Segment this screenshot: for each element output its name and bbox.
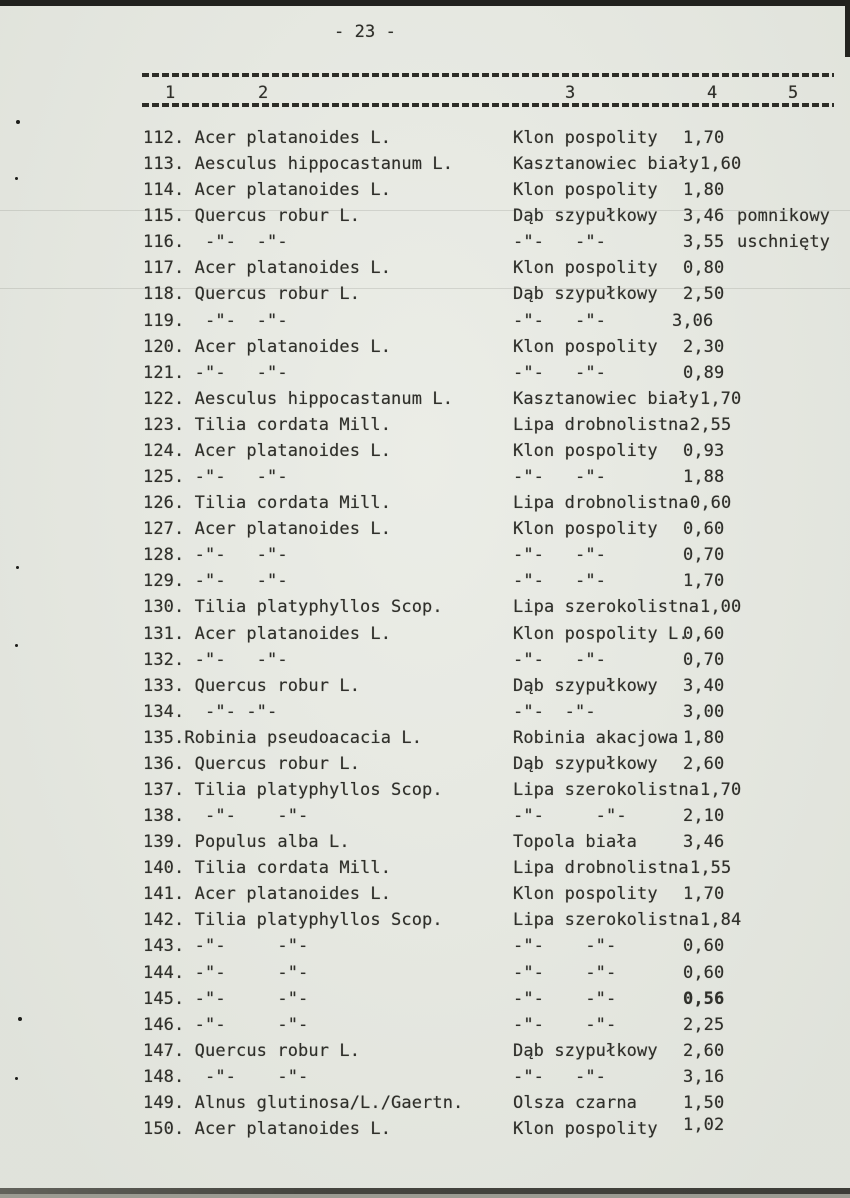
- table-row: [0, 206, 850, 230]
- row-number-and-latin-name: 137. Tilia platyphyllos Scop.: [143, 780, 443, 800]
- column-header-2: 2: [258, 83, 269, 103]
- row-number-and-latin-name: 118. Quercus robur L.: [143, 284, 361, 305]
- column-header-4: 4: [707, 83, 718, 103]
- table-row: [0, 415, 850, 439]
- diameter-value: 1,80: [683, 180, 725, 201]
- diameter-value: 3,00: [683, 701, 725, 722]
- table-row: [0, 936, 850, 960]
- row-number-and-latin-name: 129. -"- -"-: [143, 571, 288, 592]
- table-row: [0, 858, 850, 882]
- diameter-value: 1,70: [683, 884, 725, 905]
- polish-common-name: -"- -"-: [513, 1014, 617, 1035]
- polish-common-name: Dąb szypułkowy: [513, 284, 658, 305]
- polish-common-name: Lipa drobnolistna: [513, 493, 689, 514]
- diameter-value: 1,70: [683, 571, 725, 592]
- row-number-and-latin-name: 123. Tilia cordata Mill.: [143, 414, 392, 435]
- polish-common-name: -"- -"-: [513, 362, 607, 383]
- diameter-value: 1,70: [683, 128, 725, 148]
- polish-common-name: Klon pospolity: [513, 884, 658, 905]
- polish-common-name: -"- -"-: [513, 571, 607, 592]
- scan-edge-top: [0, 0, 850, 6]
- diameter-value: 3,16: [683, 1066, 725, 1087]
- table-row: [0, 702, 850, 726]
- row-number-and-latin-name: 119. -"- -"-: [143, 310, 288, 331]
- diameter-value: 0,70: [683, 545, 725, 566]
- row-number-and-latin-name: 128. -"- -"-: [143, 545, 288, 566]
- diameter-value: 1,70: [700, 780, 742, 800]
- table-row: [0, 1093, 850, 1117]
- diameter-value: 2,50: [683, 284, 725, 305]
- table-row: [0, 128, 850, 152]
- diameter-value: 1,55: [690, 858, 732, 879]
- table-header-rule-bottom: [142, 103, 834, 107]
- table-row: [0, 910, 850, 934]
- polish-common-name: -"- -"-: [513, 806, 627, 827]
- row-number-and-latin-name: 121. -"- -"-: [143, 362, 288, 383]
- diameter-value: 0,60: [690, 493, 732, 514]
- polish-common-name: Klon pospolity: [513, 336, 658, 357]
- table-row: [0, 832, 850, 856]
- polish-common-name: Klon pospolity: [513, 1119, 658, 1140]
- table-row: [0, 337, 850, 361]
- row-number-and-latin-name: 130. Tilia platyphyllos Scop.: [143, 597, 443, 618]
- table-row: [0, 311, 850, 335]
- polish-common-name: -"- -"-: [513, 962, 617, 983]
- table-row: [0, 363, 850, 387]
- table-row: [0, 989, 850, 1013]
- polish-common-name: Dąb szypułkowy: [513, 1040, 658, 1061]
- row-number-and-latin-name: 140. Tilia cordata Mill.: [143, 858, 392, 879]
- table-row: [0, 780, 850, 804]
- polish-common-name: -"- -"-: [513, 545, 607, 566]
- scan-edge-top-right-corner: [845, 0, 850, 57]
- polish-common-name: Klon pospolity: [513, 258, 658, 279]
- table-row: [0, 180, 850, 204]
- row-number-and-latin-name: 132. -"- -"-: [143, 649, 288, 670]
- row-number-and-latin-name: 148. -"- -"-: [143, 1066, 309, 1087]
- polish-common-name: Dąb szypułkowy: [513, 206, 658, 227]
- scan-edge-bottom-residual: [0, 1194, 850, 1198]
- polish-common-name: Klon pospolity: [513, 440, 658, 461]
- table-row: [0, 1041, 850, 1065]
- polish-common-name: Dąb szypułkowy: [513, 675, 658, 696]
- polish-common-name: Klon pospolity: [513, 128, 658, 148]
- polish-common-name: -"- -"-: [513, 467, 607, 488]
- row-number-and-latin-name: 131. Acer platanoides L.: [143, 623, 392, 644]
- polish-common-name: Lipa szerokolistna: [513, 910, 700, 931]
- diameter-value: 0,70: [683, 649, 725, 670]
- table-row: [0, 650, 850, 674]
- polish-common-name: -"- -"-: [513, 936, 617, 957]
- row-number-and-latin-name: 127. Acer platanoides L.: [143, 519, 392, 540]
- polish-common-name: -"- -"-: [513, 1066, 607, 1087]
- diameter-value: 1,00: [700, 597, 742, 618]
- diameter-value: 0,80: [683, 258, 725, 279]
- table-row: [0, 884, 850, 908]
- table-row: [0, 467, 850, 491]
- column-header-5: 5: [788, 83, 799, 103]
- polish-common-name: Dąb szypułkowy: [513, 753, 658, 774]
- diameter-value: 3,06: [672, 310, 714, 331]
- row-note: uschnięty: [737, 232, 831, 253]
- diameter-value: 1,02: [683, 1115, 725, 1136]
- table-row: [0, 571, 850, 595]
- page-number: - 23 -: [334, 22, 397, 42]
- polish-common-name: Olsza czarna: [513, 1092, 638, 1113]
- row-number-and-latin-name: 124. Acer platanoides L.: [143, 440, 392, 461]
- diameter-value: 3,40: [683, 675, 725, 696]
- row-number-and-latin-name: 126. Tilia cordata Mill.: [143, 493, 392, 514]
- polish-common-name: Klon pospolity: [513, 519, 658, 540]
- diameter-value: 0,60: [683, 962, 725, 983]
- diameter-value: 0,60: [683, 519, 725, 540]
- polish-common-name: -"- -"-: [513, 232, 607, 253]
- row-number-and-latin-name: 112. Acer platanoides L.: [143, 128, 392, 148]
- table-row: [0, 493, 850, 517]
- polish-common-name: Lipa drobnolistna: [513, 858, 689, 879]
- row-number-and-latin-name: 120. Acer platanoides L.: [143, 336, 392, 357]
- polish-common-name: Robinia akacjowa: [513, 727, 679, 748]
- table-row: [0, 597, 850, 621]
- row-number-and-latin-name: 116. -"- -"-: [143, 232, 288, 253]
- scan-speck: [16, 120, 20, 124]
- table-row: [0, 624, 850, 648]
- diameter-value: 0,60: [683, 936, 725, 957]
- diameter-value: 3,55: [683, 232, 725, 253]
- diameter-value: 0,60: [683, 623, 725, 644]
- table-row: [0, 258, 850, 282]
- diameter-value: 3,46: [683, 832, 725, 853]
- row-number-and-latin-name: 142. Tilia platyphyllos Scop.: [143, 910, 443, 931]
- polish-common-name: -"- -"-: [513, 701, 596, 722]
- diameter-value: 2,10: [683, 806, 725, 827]
- polish-common-name: Klon pospolity: [513, 180, 658, 201]
- row-number-and-latin-name: 115. Quercus robur L.: [143, 206, 361, 227]
- row-number-and-latin-name: 122. Aesculus hippocastanum L.: [143, 388, 454, 409]
- table-row: [0, 154, 850, 178]
- table-row: [0, 676, 850, 700]
- diameter-value: 2,55: [690, 414, 732, 435]
- row-number-and-latin-name: 146. -"- -"-: [143, 1014, 309, 1035]
- polish-common-name: Kasztanowiec biały: [513, 388, 700, 409]
- row-number-and-latin-name: 141. Acer platanoides L.: [143, 884, 392, 905]
- polish-common-name: -"- -"-: [513, 649, 607, 670]
- row-number-and-latin-name: 145. -"- -"-: [143, 988, 309, 1009]
- polish-common-name: Kasztanowiec biały: [513, 154, 700, 175]
- table-row: [0, 284, 850, 308]
- diameter-value: 1,84: [700, 910, 742, 931]
- diameter-value: 2,60: [683, 1040, 725, 1061]
- table-row: [0, 545, 850, 569]
- table-row: [0, 1115, 850, 1143]
- table-row: [0, 519, 850, 543]
- row-number-and-latin-name: 136. Quercus robur L.: [143, 753, 361, 774]
- table-row: [0, 232, 850, 256]
- column-header-1: 1: [165, 83, 176, 103]
- table-row: [0, 389, 850, 413]
- polish-common-name: Lipa szerokolistna: [513, 780, 700, 800]
- polish-common-name: Lipa drobnolistna: [513, 414, 689, 435]
- table-row: [0, 1015, 850, 1039]
- diameter-value: 1,80: [683, 727, 725, 748]
- diameter-value: 1,70: [700, 388, 742, 409]
- polish-common-name: Klon pospolity L.: [513, 623, 689, 644]
- diameter-value: 0,93: [683, 440, 725, 461]
- row-number-and-latin-name: 135.Robinia pseudoacacia L.: [143, 727, 423, 748]
- table-row: [0, 806, 850, 830]
- row-number-and-latin-name: 138. -"- -"-: [143, 806, 309, 827]
- table-row: [0, 754, 850, 778]
- column-header-3: 3: [565, 83, 576, 103]
- row-number-and-latin-name: 144. -"- -"-: [143, 962, 309, 983]
- table-header-rule-top: [142, 73, 834, 77]
- diameter-value: 1,50: [683, 1092, 725, 1113]
- row-number-and-latin-name: 143. -"- -"-: [143, 936, 309, 957]
- row-number-and-latin-name: 150. Acer platanoides L.: [143, 1119, 392, 1140]
- row-number-and-latin-name: 113. Aesculus hippocastanum L.: [143, 154, 454, 175]
- row-number-and-latin-name: 133. Quercus robur L.: [143, 675, 361, 696]
- row-number-and-latin-name: 149. Alnus glutinosa/L./Gaertn.: [143, 1092, 464, 1113]
- row-number-and-latin-name: 117. Acer platanoides L.: [143, 258, 392, 279]
- polish-common-name: Lipa szerokolistna: [513, 597, 700, 618]
- polish-common-name: -"- -"-: [513, 310, 607, 331]
- polish-common-name: Topola biała: [513, 832, 638, 853]
- row-number-and-latin-name: 147. Quercus robur L.: [143, 1040, 361, 1061]
- diameter-value: 0,89: [683, 362, 725, 383]
- diameter-value: 2,60: [683, 753, 725, 774]
- row-note: pomnikowy: [737, 206, 831, 227]
- diameter-value: 1,88: [683, 467, 725, 488]
- table-row: [0, 728, 850, 752]
- row-number-and-latin-name: 134. -"- -"-: [143, 701, 278, 722]
- diameter-value: 0,56: [683, 988, 725, 1009]
- diameter-value: 1,60: [700, 154, 742, 175]
- diameter-value: 3,46: [683, 206, 725, 227]
- table-row: [0, 441, 850, 465]
- polish-common-name: -"- -"-: [513, 988, 617, 1009]
- diameter-value: 2,30: [683, 336, 725, 357]
- row-number-and-latin-name: 139. Populus alba L.: [143, 832, 350, 853]
- row-number-and-latin-name: 125. -"- -"-: [143, 467, 288, 488]
- diameter-value: 2,25: [683, 1014, 725, 1035]
- table-row: [0, 963, 850, 987]
- table-row: [0, 1067, 850, 1091]
- row-number-and-latin-name: 114. Acer platanoides L.: [143, 180, 392, 201]
